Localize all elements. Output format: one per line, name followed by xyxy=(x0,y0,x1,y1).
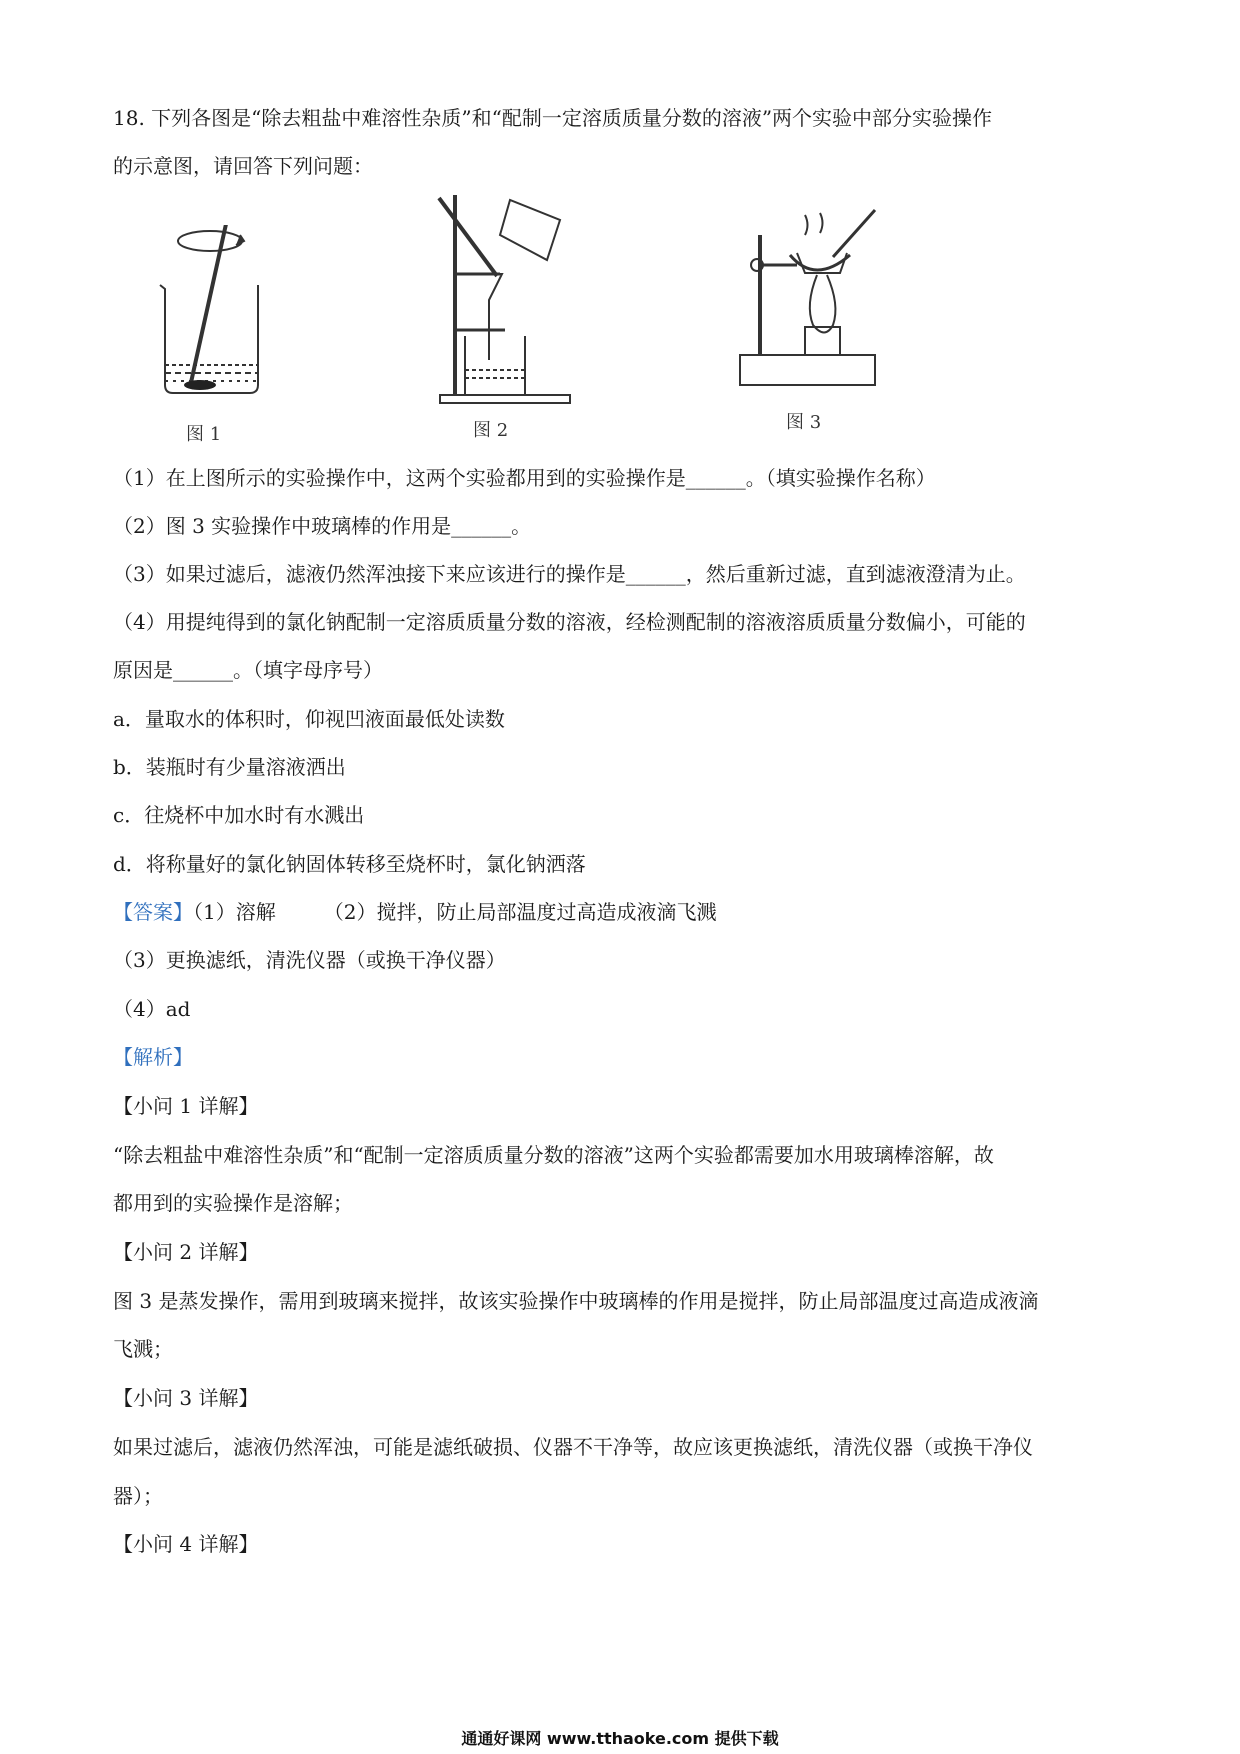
figure-1-caption: 图 1 xyxy=(186,424,222,445)
filtration-apparatus-icon xyxy=(425,190,605,405)
option-a: a．量取水的体积时，仰视凹液面最低处读数 xyxy=(113,707,505,731)
option-c: c．往烧杯中加水时有水溅出 xyxy=(113,803,365,827)
footer-credit: 通通好课网 www.tthaoke.com 提供下载 xyxy=(461,1729,779,1748)
section-4-heading: 【小问 4 详解】 xyxy=(113,1532,259,1556)
answer-3: （3）更换滤纸，清洗仪器（或换干净仪器） xyxy=(113,948,506,972)
section-1-line-2: 都用到的实验操作是溶解； xyxy=(113,1191,353,1215)
sub-question-1: （1）在上图所示的实验操作中，这两个实验都用到的实验操作是______。（填实验操作名称） xyxy=(113,466,936,490)
figure-3-caption: 图 3 xyxy=(786,412,822,433)
section-1-line-1: “除去粗盐中难溶性杂质”和“配制一定溶质质量分数的溶液”这两个实验都需要加水用玻璃棒溶解，故 xyxy=(113,1143,994,1167)
section-3-line-1: 如果过滤后，滤液仍然浑浊，可能是滤纸破损、仪器不干净等，故应该更换滤纸，清洗仪器（或换干净仪 xyxy=(113,1435,1033,1459)
answer-row xyxy=(113,898,716,926)
option-b: b．装瓶时有少量溶液洒出 xyxy=(113,755,346,779)
section-1-heading: 【小问 1 详解】 xyxy=(113,1094,259,1118)
section-2-line-1: 图 3 是蒸发操作，需用到玻璃来搅拌，故该实验操作中玻璃棒的作用是搅拌，防止局部温度过高造成液滴 xyxy=(113,1289,1039,1313)
section-3-heading: 【小问 3 详解】 xyxy=(113,1386,259,1410)
evaporation-apparatus-icon xyxy=(735,205,895,400)
sub-question-4-line-2: 原因是______。（填字母序号） xyxy=(113,658,383,682)
section-3-line-2: 器）； xyxy=(113,1484,163,1508)
sub-question-2: （2）图 3 实验操作中玻璃棒的作用是______。 xyxy=(113,514,532,538)
option-d: d．将称量好的氯化钠固体转移至烧杯时，氯化钠洒落 xyxy=(113,852,586,876)
question-line-1: 18. 下列各图是“除去粗盐中难溶性杂质”和“配制一定溶质质量分数的溶液”两个实验中部分实验操作 xyxy=(113,106,993,130)
answer-1: （1）溶解 xyxy=(193,900,276,924)
section-2-line-2: 飞溅； xyxy=(113,1337,173,1361)
answer-4: （4）ad xyxy=(113,997,191,1021)
sub-question-4-line-1: （4）用提纯得到的氯化钠配制一定溶质质量分数的溶液，经检测配制的溶液溶质质量分数偏小，可能的 xyxy=(113,610,1026,634)
analysis-label: 【解析】 xyxy=(113,1045,193,1069)
section-2-heading: 【小问 2 详解】 xyxy=(113,1240,259,1264)
answer-label: 【答案】 xyxy=(113,900,193,924)
beaker-stirring-icon xyxy=(150,225,270,415)
question-line-2: 的示意图，请回答下列问题： xyxy=(113,154,373,178)
answer-2: （2）搅拌，防止局部温度过高造成液滴飞溅 xyxy=(323,900,717,924)
sub-question-3: （3）如果过滤后，滤液仍然浑浊接下来应该进行的操作是______，然后重新过滤，直到滤液澄清为止。 xyxy=(113,562,1026,586)
figure-2-caption: 图 2 xyxy=(473,420,509,441)
